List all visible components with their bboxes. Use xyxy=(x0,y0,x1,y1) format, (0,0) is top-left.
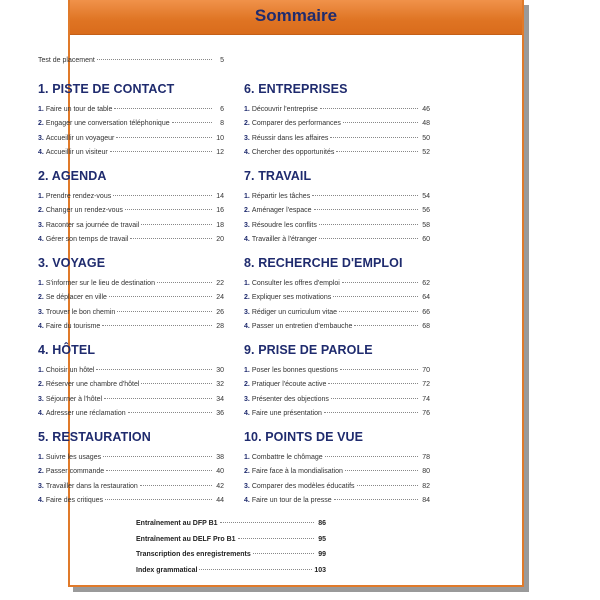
leader-dots xyxy=(357,485,418,486)
leader-dots xyxy=(172,122,212,123)
entry-number: 4. xyxy=(38,235,44,243)
section-heading[interactable]: 10. POINTS DE VUE xyxy=(244,430,364,444)
entry-number: 1. xyxy=(244,280,250,287)
toc-entry[interactable] xyxy=(38,280,224,294)
toc-column-left xyxy=(38,82,224,517)
entry-text: Transcription des enregistrements xyxy=(136,551,251,558)
toc-entry[interactable] xyxy=(38,454,224,468)
entry-number: 4. xyxy=(38,148,44,156)
toc-entry[interactable] xyxy=(38,497,224,511)
toc-entry[interactable] xyxy=(38,207,224,221)
entry-text: Travailler dans la restauration xyxy=(45,482,138,490)
leader-dots xyxy=(339,311,418,312)
toc-entry[interactable] xyxy=(244,222,430,236)
entry-text: Faire une présentation xyxy=(251,409,322,417)
entry-text: Faire un tour de la presse xyxy=(251,496,332,504)
entry-text: Réussir dans les affaires xyxy=(251,134,329,142)
toc-entry[interactable] xyxy=(38,236,224,250)
entry-number: 3. xyxy=(38,308,44,316)
entry-number: 4. xyxy=(244,496,250,504)
toc-entry[interactable] xyxy=(38,149,224,163)
leader-dots xyxy=(336,151,418,152)
toc-entry[interactable] xyxy=(244,367,430,381)
entry-number: 2. xyxy=(38,207,44,215)
leader-dots xyxy=(333,296,418,297)
toc-entry[interactable] xyxy=(38,106,224,120)
toc-entry[interactable] xyxy=(244,106,430,120)
toc-entry[interactable] xyxy=(38,120,224,134)
entry-text: Suivre les usages xyxy=(45,454,102,461)
page-number: 38 xyxy=(216,454,224,461)
entry-text: Accueillir un voyageur xyxy=(45,134,115,142)
page-number: 12 xyxy=(216,148,224,156)
page-number: 80 xyxy=(422,468,430,476)
section-heading[interactable]: 3. VOYAGE xyxy=(38,256,106,270)
toc-entry[interactable] xyxy=(244,381,430,395)
toc-entry[interactable] xyxy=(244,207,430,221)
entry-number: 2. xyxy=(244,207,250,215)
entry-text: Pratiquer l'écoute active xyxy=(251,381,327,389)
toc-entry[interactable] xyxy=(244,193,430,207)
entry-text: Adresser une réclamation xyxy=(45,409,126,417)
entry-number: 2. xyxy=(244,381,250,389)
entry-number: 1. xyxy=(244,454,250,461)
leader-dots xyxy=(114,108,212,109)
leader-dots xyxy=(324,412,418,413)
toc-section xyxy=(38,430,224,517)
toc-entry[interactable] xyxy=(244,396,430,410)
entry-number: 2. xyxy=(38,120,44,128)
page-number: 82 xyxy=(422,482,430,490)
page-number: 30 xyxy=(216,367,224,374)
leader-dots xyxy=(325,456,418,457)
entry-text: Faire des critiques xyxy=(45,496,104,504)
toc-entry[interactable] xyxy=(38,367,224,381)
toc-entry[interactable] xyxy=(38,193,224,207)
entry-text: Engager une conversation téléphonique xyxy=(45,120,170,128)
leader-dots xyxy=(96,369,212,370)
entry-number: 2. xyxy=(244,120,250,128)
entry-number: 3. xyxy=(38,221,44,229)
entry-text: Présenter des objections xyxy=(251,395,329,403)
entry-text: Prendre rendez-vous xyxy=(45,193,112,200)
toc-entry[interactable] xyxy=(244,323,430,337)
entry-number: 1. xyxy=(244,193,250,200)
entry-number: 3. xyxy=(38,482,44,490)
leader-dots xyxy=(97,59,212,60)
entry-text: Comparer des performances xyxy=(251,120,341,128)
entry-text: Index grammatical xyxy=(136,566,198,574)
leader-dots xyxy=(312,195,418,196)
entry-text: Comparer des modèles éducatifs xyxy=(251,482,355,490)
entry-number: 3. xyxy=(38,134,44,142)
page-number: 76 xyxy=(422,409,430,417)
entry-number: 3. xyxy=(244,308,250,316)
entry-text: Expliquer ses motivations xyxy=(251,294,332,302)
entry-number: 1. xyxy=(244,106,250,113)
entry-text: Répartir les tâches xyxy=(251,193,311,200)
leader-dots xyxy=(319,224,418,225)
page-number: 95 xyxy=(318,535,326,543)
leader-dots xyxy=(314,209,418,210)
leader-dots xyxy=(220,522,314,523)
leader-dots xyxy=(199,569,312,570)
entry-number: 4. xyxy=(244,322,250,330)
page-number: 8 xyxy=(220,120,224,128)
page-number: 42 xyxy=(216,482,224,490)
toc-entry[interactable] xyxy=(244,497,430,511)
toc-entry[interactable] xyxy=(38,410,224,424)
page-number: 68 xyxy=(422,322,430,330)
toc-entry[interactable] xyxy=(38,468,224,482)
entry-text: Travailler à l'étranger xyxy=(251,235,318,243)
page-number: 32 xyxy=(216,381,224,389)
entry-text: Séjourner à l'hôtel xyxy=(45,395,103,403)
leader-dots xyxy=(328,383,418,384)
page-number: 34 xyxy=(216,395,224,403)
entry-text: Résoudre les conflits xyxy=(251,221,317,229)
page-number: 16 xyxy=(216,207,224,215)
toc-entry[interactable] xyxy=(136,536,326,552)
toc-entry[interactable] xyxy=(38,309,224,323)
placement-test-entry[interactable] xyxy=(38,57,224,64)
leader-dots xyxy=(104,398,212,399)
section-heading[interactable]: 2. AGENDA xyxy=(38,169,107,183)
page-number: 64 xyxy=(422,294,430,302)
page-number: 24 xyxy=(216,294,224,302)
page-number: 84 xyxy=(422,496,430,504)
leader-dots xyxy=(140,485,212,486)
leader-dots xyxy=(116,137,212,138)
page-number: 20 xyxy=(216,235,224,243)
entry-text: Passer un entretien d'embauche xyxy=(251,322,353,330)
toc-entry[interactable] xyxy=(244,468,430,482)
title-banner xyxy=(70,0,522,35)
entry-number: 3. xyxy=(38,395,44,403)
toc-entry[interactable] xyxy=(244,483,430,497)
entry-number: 3. xyxy=(244,134,250,142)
toc-entry[interactable] xyxy=(244,135,430,149)
page-number: 99 xyxy=(318,551,326,558)
section-heading[interactable]: 4. HÔTEL xyxy=(38,343,96,357)
leader-dots xyxy=(117,311,212,312)
entry-number: 4. xyxy=(38,322,44,330)
entry-text: Choisir un hôtel xyxy=(45,367,95,374)
toc-section xyxy=(38,82,224,169)
page-number: 86 xyxy=(318,520,326,527)
page-number: 10 xyxy=(216,134,224,142)
entry-text: Chercher des opportunités xyxy=(251,148,335,156)
toc-section xyxy=(38,256,224,343)
entry-text: Réserver une chambre d'hôtel xyxy=(45,381,140,389)
page-number: 62 xyxy=(422,280,430,287)
toc-entry[interactable] xyxy=(38,381,224,395)
toc-section xyxy=(38,343,224,430)
entry-number: 3. xyxy=(244,482,250,490)
entry-text: S'informer sur le lieu de destination xyxy=(45,280,155,287)
toc-section xyxy=(244,82,430,169)
page-number: 56 xyxy=(422,207,430,215)
entry-number: 2. xyxy=(244,294,250,302)
toc-entry[interactable] xyxy=(244,280,430,294)
entry-text: Gérer son temps de travail xyxy=(45,235,129,243)
entry-text: Entraînement au DFP B1 xyxy=(136,520,218,527)
page-number: 70 xyxy=(422,367,430,374)
toc-entry[interactable] xyxy=(244,149,430,163)
leader-dots xyxy=(113,195,212,196)
leader-dots xyxy=(342,282,418,283)
entry-number: 4. xyxy=(38,409,44,417)
page-title: Sommaire xyxy=(254,6,338,25)
entry-text: Se déplacer en ville xyxy=(45,294,107,302)
toc-entry[interactable] xyxy=(38,323,224,337)
toc-entry[interactable] xyxy=(38,483,224,497)
toc-section xyxy=(244,430,430,517)
entry-text: Faire du tourisme xyxy=(45,322,101,330)
entry-text: Passer commande xyxy=(45,468,105,476)
toc-column-right xyxy=(244,82,430,517)
toc-entry[interactable] xyxy=(244,454,430,468)
leader-dots xyxy=(320,108,418,109)
leader-dots xyxy=(102,325,212,326)
entry-number: 2. xyxy=(38,381,44,389)
page-number: 54 xyxy=(422,193,430,200)
toc-section xyxy=(244,169,430,256)
page-number: 72 xyxy=(422,381,430,389)
entry-text: Raconter sa journée de travail xyxy=(45,221,140,229)
leader-dots xyxy=(343,122,418,123)
toc-section xyxy=(244,343,430,430)
page-number: 52 xyxy=(422,148,430,156)
leader-dots xyxy=(109,296,212,297)
entry-number: 4. xyxy=(244,148,250,156)
page-number: 44 xyxy=(216,496,224,504)
leader-dots xyxy=(141,383,212,384)
page-number: 28 xyxy=(216,322,224,330)
entry-text: Accueillir un visiteur xyxy=(45,148,108,156)
annex-list xyxy=(136,520,326,582)
page-number: 46 xyxy=(422,106,430,113)
toc-section xyxy=(244,256,430,343)
entry-number: 1. xyxy=(244,367,250,374)
page-number: 66 xyxy=(422,308,430,316)
toc-entry[interactable] xyxy=(136,520,326,536)
entry-number: 1. xyxy=(38,367,44,374)
entry-number: 2. xyxy=(38,294,44,302)
section-heading[interactable]: 5. RESTAURATION xyxy=(38,430,151,444)
leader-dots xyxy=(319,238,418,239)
page-number: 6 xyxy=(220,106,224,113)
toc-entry[interactable] xyxy=(244,410,430,424)
entry-number: 1. xyxy=(38,454,44,461)
page-number: 22 xyxy=(216,280,224,287)
entry-text: Changer un rendez-vous xyxy=(45,207,123,215)
toc-entry[interactable] xyxy=(244,120,430,134)
entry-number: 3. xyxy=(244,221,250,229)
leader-dots xyxy=(103,456,212,457)
leader-dots xyxy=(106,470,212,471)
page-number: 50 xyxy=(422,134,430,142)
entry-text: Rédiger un curriculum vitae xyxy=(251,308,338,316)
toc-entry[interactable] xyxy=(136,551,326,567)
entry-number: 1. xyxy=(38,193,44,200)
leader-dots xyxy=(253,553,314,554)
toc-entry[interactable] xyxy=(136,567,326,583)
entry-text: Aménager l'espace xyxy=(251,207,312,215)
toc-entry[interactable] xyxy=(244,236,430,250)
entry-number: 1. xyxy=(38,280,44,287)
page-number: 5 xyxy=(220,57,224,64)
leader-dots xyxy=(354,325,418,326)
entry-text: Combattre le chômage xyxy=(251,454,323,461)
page-number: 36 xyxy=(216,409,224,417)
entry-text: Faire face à la mondialisation xyxy=(251,468,343,476)
entry-text: Poser les bonnes questions xyxy=(251,367,338,374)
section-heading[interactable]: 8. RECHERCHE D'EMPLOI xyxy=(244,256,403,270)
toc-entry[interactable] xyxy=(38,135,224,149)
entry-number: 2. xyxy=(244,468,250,476)
page-number: 74 xyxy=(422,395,430,403)
entry-text: Entraînement au DELF Pro B1 xyxy=(136,535,236,543)
section-heading[interactable]: 1. PISTE DE CONTACT xyxy=(38,82,175,96)
leader-dots xyxy=(340,369,418,370)
leader-dots xyxy=(125,209,212,210)
leader-dots xyxy=(128,412,212,413)
leader-dots xyxy=(130,238,212,239)
page-number: 40 xyxy=(216,468,224,476)
entry-number: 4. xyxy=(38,496,44,504)
toc-entry[interactable] xyxy=(38,294,224,308)
toc-section xyxy=(38,169,224,256)
section-heading[interactable]: 7. TRAVAIL xyxy=(244,169,312,183)
toc-entry[interactable] xyxy=(244,309,430,323)
entry-text: Découvrir l'entreprise xyxy=(251,106,318,113)
leader-dots xyxy=(345,470,418,471)
entry-number: 2. xyxy=(38,468,44,476)
leader-dots xyxy=(141,224,212,225)
leader-dots xyxy=(157,282,212,283)
leader-dots xyxy=(334,499,418,500)
entry-number: 1. xyxy=(38,106,44,113)
entry-text: Faire un tour de table xyxy=(45,106,113,113)
page-number: 26 xyxy=(216,308,224,316)
page-number: 58 xyxy=(422,221,430,229)
toc-entry[interactable] xyxy=(244,294,430,308)
entry-text: Test de placement xyxy=(38,57,95,64)
entry-number: 4. xyxy=(244,235,250,243)
leader-dots xyxy=(238,538,314,539)
entry-number: 4. xyxy=(244,409,250,417)
toc-entry[interactable] xyxy=(38,222,224,236)
entry-number: 3. xyxy=(244,395,250,403)
entry-text: Consulter les offres d'emploi xyxy=(251,280,340,287)
page-number: 78 xyxy=(422,454,430,461)
page-number: 48 xyxy=(422,120,430,128)
section-heading[interactable]: 9. PRISE DE PAROLE xyxy=(244,343,373,357)
leader-dots xyxy=(105,499,212,500)
toc-entry[interactable] xyxy=(38,396,224,410)
page-number: 14 xyxy=(216,193,224,200)
leader-dots xyxy=(330,137,418,138)
page-number: 18 xyxy=(216,221,224,229)
leader-dots xyxy=(331,398,418,399)
section-heading[interactable]: 6. ENTREPRISES xyxy=(244,82,348,96)
page-number: 103 xyxy=(314,566,326,574)
page-number: 60 xyxy=(422,235,430,243)
entry-text: Trouver le bon chemin xyxy=(45,308,116,316)
leader-dots xyxy=(110,151,212,152)
